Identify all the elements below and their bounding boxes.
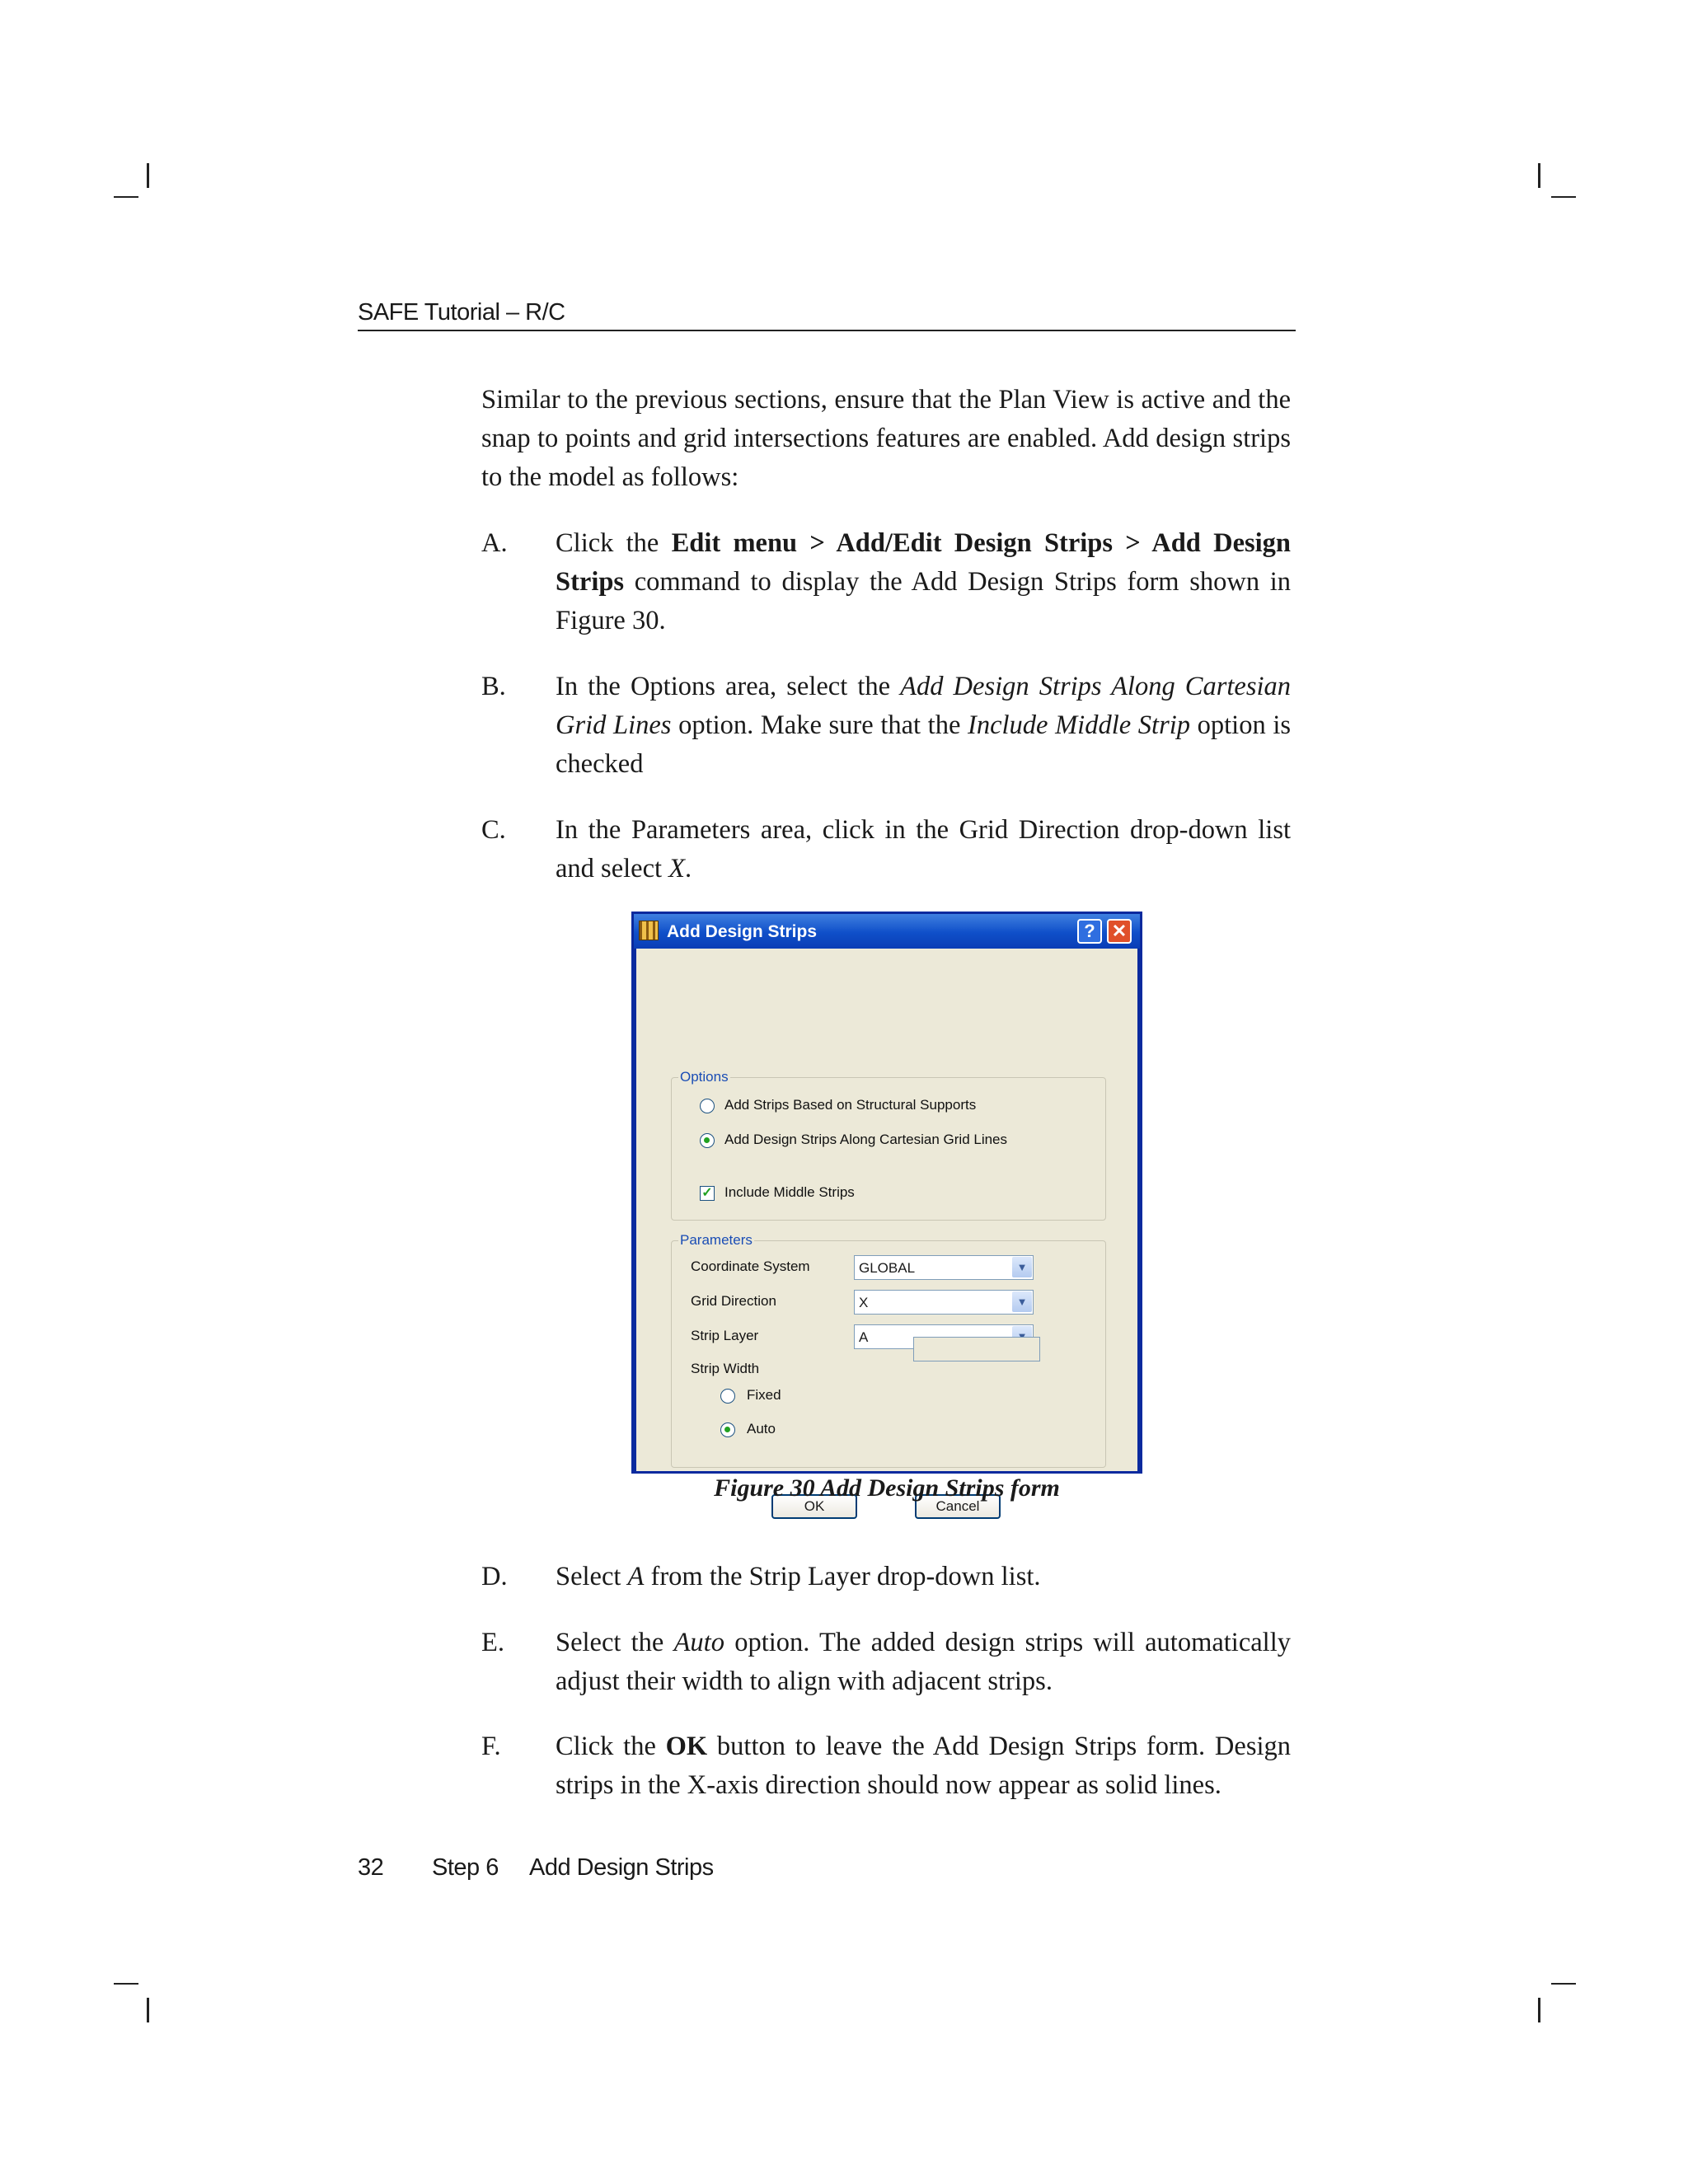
radio-cartesian-grid-lines[interactable] <box>700 1133 715 1148</box>
option-name: Auto <box>673 1628 724 1657</box>
step-text <box>556 668 1291 784</box>
include-middle-strips-checkbox[interactable]: ✓ <box>700 1186 715 1201</box>
intro-paragraph: Similar to the previous sections, ensure that the Plan View is active and the snap to points and grid intersections features are enabled. Add design strips to the model as follows: <box>481 385 1291 492</box>
running-header <box>358 300 1296 331</box>
dialog-title: Add Design Strips <box>667 922 818 941</box>
help-button[interactable]: ? <box>1077 919 1102 944</box>
step-text-part: In the Options area, select the <box>556 672 901 701</box>
crop-mark <box>1551 1983 1576 1985</box>
strip-layer-label: Strip Layer <box>691 1328 759 1343</box>
grid-direction-select[interactable] <box>854 1290 1034 1315</box>
option-name: X <box>668 854 686 883</box>
parameters-label: Parameters <box>680 1232 753 1248</box>
cancel-button[interactable]: Cancel <box>915 1494 1001 1519</box>
step-label: A. <box>481 528 508 558</box>
step-text-part: from the Strip Layer drop-down list. <box>644 1562 1041 1591</box>
option-name: Add Design Strips Along Cartesian Grid Lines <box>556 672 1291 740</box>
crop-mark <box>114 196 138 198</box>
step-label: D. <box>481 1562 508 1591</box>
step-text-part: Select <box>556 1562 628 1591</box>
grid-direction-value: X <box>859 1295 869 1310</box>
step-text-part: command to display the Add Design Strips form shown in Figure 30. <box>556 567 1291 635</box>
step-text <box>556 1558 1291 1596</box>
chevron-down-icon[interactable]: ▼ <box>1012 1257 1032 1277</box>
crop-mark <box>114 1983 138 1985</box>
crop-mark <box>1538 163 1540 188</box>
radio-fixed-width[interactable] <box>720 1389 735 1404</box>
strip-width-label: Strip Width <box>691 1361 760 1376</box>
step-text-part: Click the <box>556 1732 666 1761</box>
step-label: F. <box>481 1732 501 1761</box>
crop-mark <box>147 1998 149 2022</box>
step-label: C. <box>481 815 506 845</box>
step-text-part: In the Parameters area, click in the Grid Direction drop-down list and select <box>556 815 1291 883</box>
option-name: A <box>627 1562 645 1591</box>
step-text <box>556 811 1291 888</box>
command-path: Edit menu > Add/Edit Design Strips > Add Design Strips <box>556 528 1291 597</box>
step-text-part: button to leave the Add Design Strips form. Design strips in the X-axis direction should now appear as solid lines. <box>556 1732 1291 1800</box>
radio-structural-supports[interactable] <box>700 1099 715 1113</box>
step-text-part: Select the <box>556 1628 674 1657</box>
options-label: Options <box>680 1069 729 1085</box>
figure-caption: Figure 30 Add Design Strips form <box>714 1474 1060 1502</box>
ok-button[interactable]: OK <box>771 1494 857 1519</box>
footer-title: Add Design Strips <box>529 1854 714 1881</box>
button-name: OK <box>665 1732 708 1761</box>
footer-step: Step 6 <box>432 1854 499 1881</box>
radio-structural-supports-label: Add Strips Based on Structural Supports <box>724 1097 977 1113</box>
step-label: E. <box>481 1628 504 1657</box>
radio-auto-width[interactable] <box>720 1422 735 1437</box>
step-text-part: option. Make sure that the <box>671 710 968 740</box>
step-text <box>556 1624 1291 1701</box>
step-text-part: option is checked <box>556 710 1291 779</box>
app-icon <box>639 921 659 940</box>
fixed-width-input[interactable] <box>913 1337 1040 1361</box>
step-text-part: Click the <box>556 528 672 558</box>
radio-fixed-width-label: Fixed <box>747 1387 781 1403</box>
coordinate-system-select[interactable] <box>854 1255 1034 1280</box>
header-title: SAFE Tutorial – R/C <box>358 299 565 326</box>
include-middle-strips-label: Include Middle Strips <box>724 1184 855 1200</box>
coordinate-system-label: Coordinate System <box>691 1258 810 1274</box>
step-text-part: . <box>685 854 692 883</box>
crop-mark <box>1551 196 1576 198</box>
crop-mark <box>1538 1998 1540 2022</box>
dialog-titlebar[interactable] <box>634 914 1140 949</box>
strip-layer-value: A <box>859 1329 869 1345</box>
chevron-down-icon[interactable]: ▼ <box>1012 1291 1032 1312</box>
radio-cartesian-grid-lines-label: Add Design Strips Along Cartesian Grid Lines <box>724 1132 1008 1147</box>
step-text-part: option. The added design strips will automatically adjust their width to align with adjacent strips. <box>556 1628 1291 1696</box>
close-button[interactable]: ✕ <box>1107 919 1132 944</box>
step-text <box>556 1727 1291 1805</box>
crop-mark <box>147 163 149 188</box>
step-label: B. <box>481 672 506 701</box>
coordinate-system-value: GLOBAL <box>859 1260 916 1276</box>
step-text <box>556 524 1291 640</box>
option-name: Include Middle Strip <box>968 710 1190 740</box>
page-number: 32 <box>358 1854 384 1881</box>
grid-direction-label: Grid Direction <box>691 1293 776 1309</box>
radio-auto-width-label: Auto <box>747 1421 776 1436</box>
